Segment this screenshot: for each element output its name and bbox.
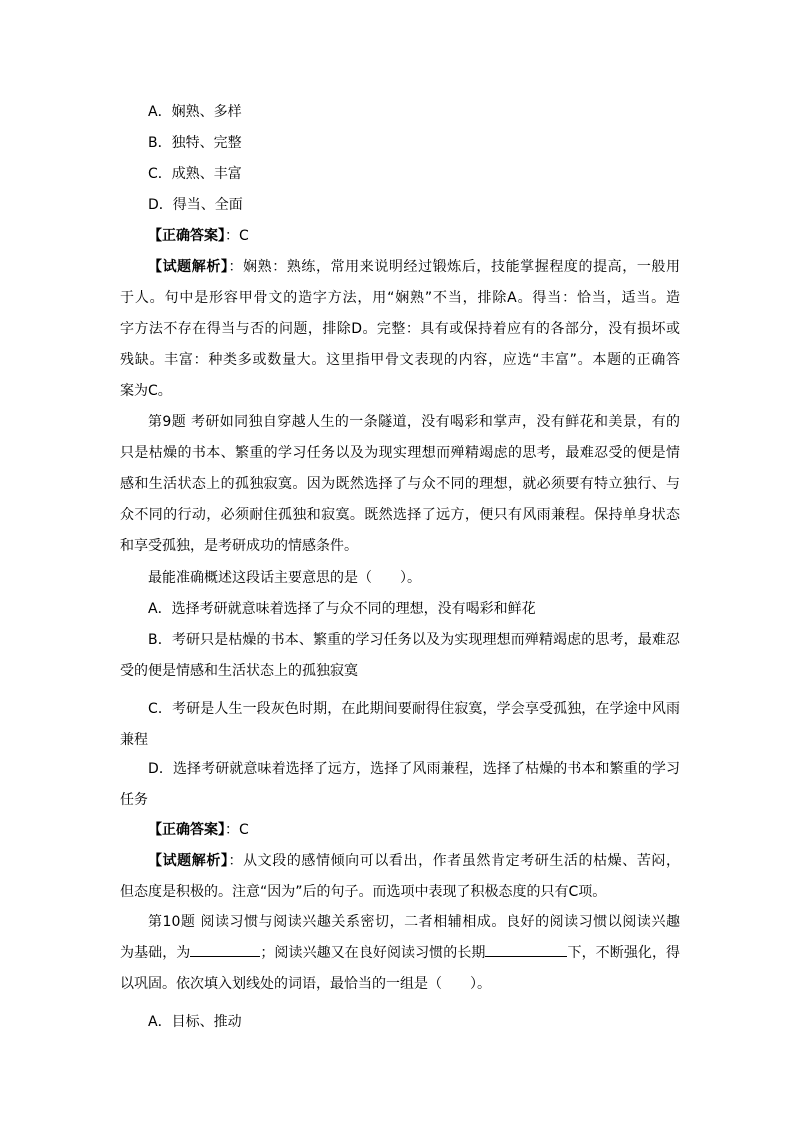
fill-blank-1 [190,942,260,957]
q8-analysis [120,252,680,407]
analysis-line: 字方法不存在得当与否的问题，排除D。完整：具有或保持着应有的各部分，没有损坏或 [120,321,680,337]
stem-line: 第10题 阅读习惯与阅读兴趣关系密切，二者相辅相成。良好的阅读习惯以阅读兴趣 [148,914,680,930]
q10-stem [120,907,680,1000]
answer-label: 【正确答案】 [148,228,225,244]
q9-option-b: B．考研只是枯燥的书本、繁重的学习任务以及为实现理想而殚精竭虑的思考，最难忍 受的便是情感和生活状态上的孤独寂寞 [120,632,680,679]
analysis-line: 于人。句中是形容甲骨文的造字方法，用“娴熟”不当，排除A。得当：恰当，适当。造 [120,290,680,306]
q9-question: 最能准确概述这段话主要意思的是（ ）。 [148,570,421,586]
analysis-label: 【试题解析】 [148,853,229,869]
q9-option-d: D．选择考研就意味着选择了远方，选择了风雨兼程，选择了枯燥的书本和繁重的学习 任务 [120,761,680,808]
analysis-line: 【试题解析】：娴熟：熟练，常用来说明经过锻炼后，技能掌握程度的提高，一般用 [148,259,680,275]
stem-line: 第9题 考研如同独自穿越人生的一条隧道，没有喝彩和掌声，没有鲜花和美景，有的 [148,414,680,430]
q9-stem [120,407,680,562]
stem-line: 众不同的行动，必须耐住孤独和寂寞。既然选择了远方，便只有风雨兼程。保持单身状态 [120,507,680,523]
q8-option-a: A．娴熟、多样 [148,104,242,120]
q10-option-a: A．目标、推动 [148,1014,242,1030]
q8-option-d: D．得当、全面 [148,197,243,213]
answer-label: 【正确答案】 [148,822,225,838]
analysis-line: 【试题解析】：从文段的感情倾向可以看出，作者虽然肯定考研生活的枯燥、苦闷， [148,853,680,869]
q8-option-c: C．成熟、丰富 [148,166,242,182]
analysis-label: 【试题解析】 [148,259,229,275]
q9-analysis [120,846,680,908]
stem-line: 只是枯燥的书本、繁重的学习任务以及为现实理想而殚精竭虑的思考，最难忍受的便是情 [120,445,680,461]
analysis-line: 但态度是积极的。注意“因为”后的句子。而选项中表现了积极态度的只有C项。 [120,884,607,900]
stem-line: 和享受孤独，是考研成功的情感条件。 [120,538,358,554]
stem-line: 为基础，为 ；阅读兴趣又在良好阅读习惯的长期 下，不断强化，得 [120,938,680,969]
answer-value: ：C [225,228,249,244]
q8-option-b: B．独特、完整 [148,135,242,151]
q8-answer [120,226,708,246]
stem-line: 以巩固。依次填入划线处的词语，最恰当的一组是（ ）。 [120,976,491,992]
answer-value: ：C [225,822,249,838]
q9-option-c: C．考研是人生一段灰色时期，在此期间要耐得住寂寞，学会享受孤独，在学途中风雨 兼程 [120,701,680,748]
q9-answer [120,820,708,840]
fill-blank-2 [485,942,567,957]
analysis-line: 残缺。丰富：种类多或数量大。这里指甲骨文表现的内容，应选“丰富”。本题的正确答 [120,352,680,368]
q9-option-a: A．选择考研就意味着选择了与众不同的理想，没有喝彩和鲜花 [148,601,536,617]
stem-line: 感和生活状态上的孤独寂寞。因为既然选择了与众不同的理想，就必须要有特立独行、与 [120,476,680,492]
analysis-line: 案为C。 [120,383,172,399]
